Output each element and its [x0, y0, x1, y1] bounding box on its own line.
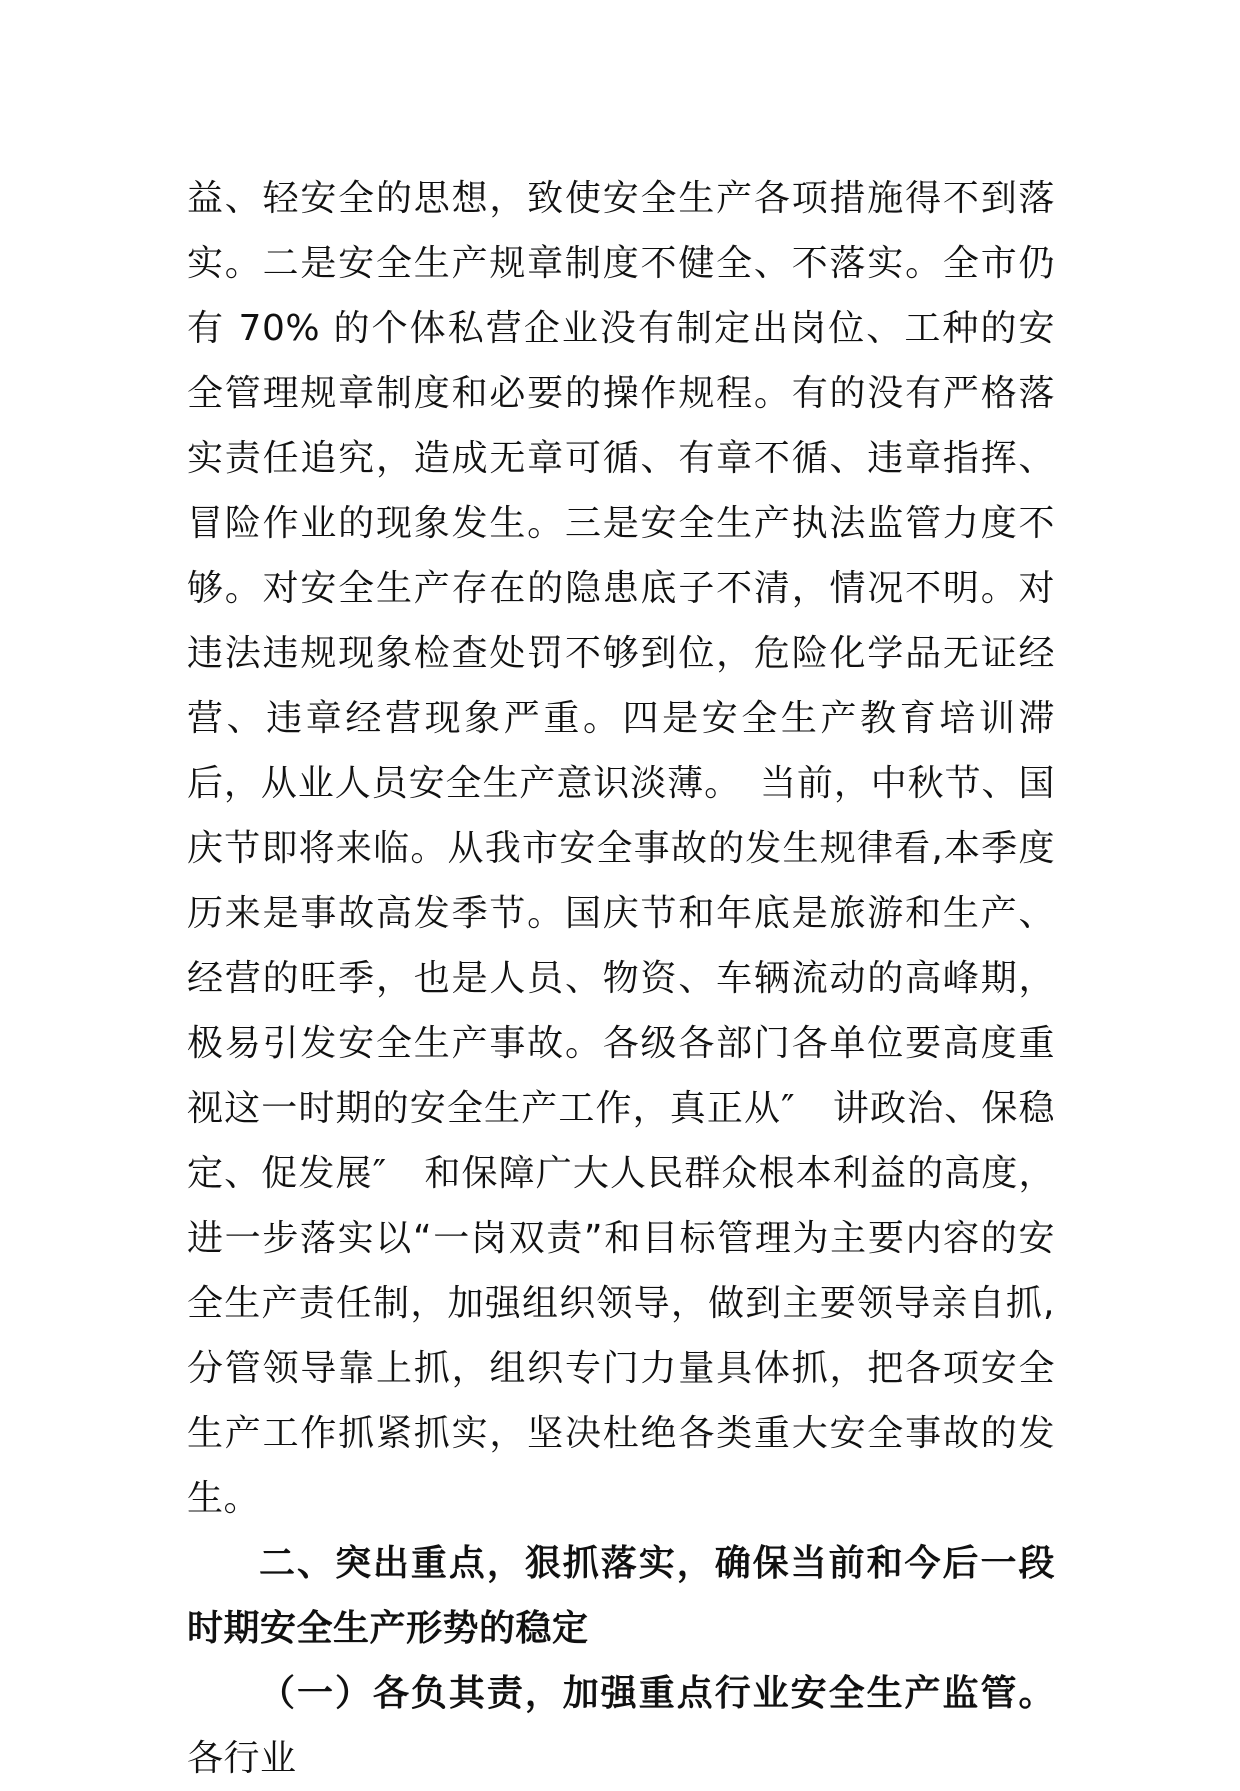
subsection-paragraph	[187, 1661, 1055, 1791]
subsection-text: 各行业	[187, 1738, 297, 1779]
subsection-title: （一）各负其责，加强重点行业安全生产监管。	[259, 1673, 1055, 1714]
section-heading: 二、突出重点，狠抓落实，确保当前和今后一段时期安全生产形势的稳定	[187, 1543, 1055, 1649]
document-body	[187, 166, 1055, 1791]
body-paragraph: 益、轻安全的思想，致使安全生产各项措施得不到落实。二是安全生产规章制度不健全、不落实。全市仍有 70% 的个体私营企业没有制定出岗位、工种的安全管理规章制度和必要的操作规程。有的没有严格落实责任追究，造成无章可循、有章不循、违章指挥、冒险作业的现象发生。三是安全生产执法监管力度不够。对安全生产存在的隐患底子不清，情况不明。对违法违规现象检查处罚不够到位，危险化学品无证经营、违章经营现象严重。四是安全生产教育培训滞后，从业人员安全生产意识淡薄。 当前，中秋节、国庆节即将来临。从我市安全事故的发生规律看,本季度历来是事故高发季节。国庆节和年底是旅游和生产、经营的旺季，也是人员、物资、车辆流动的高峰期，极易引发安全生产事故。各级各部门各单位要高度重视这一时期的安全生产工作，真正从″ 讲政治、保稳定、促发展″ 和保障广大人民群众根本利益的高度，进一步落实以“一岗双责”和目标管理为主要内容的安全生产责任制，加强组织领导，做到主要领导亲自抓,分管领导靠上抓，组织专门力量具体抓，把各项安全生产工作抓紧抓实，坚决杜绝各类重大安全事故的发生。	[187, 178, 1055, 1519]
